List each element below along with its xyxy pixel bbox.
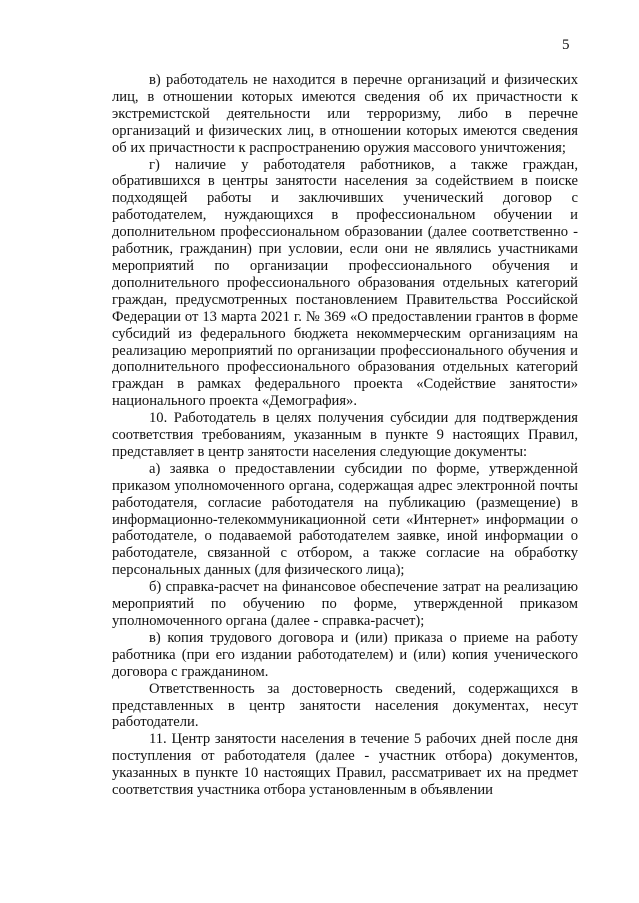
paragraph-responsibility: Ответственность за достоверность сведений, содержащихся в представленных в центр занятости населения документах, несут работодатели. — [112, 680, 578, 731]
paragraph-g-employees: г) наличие у работодателя работников, а также граждан, обратившихся в центры занятости населения за содействием в поиске подходящей работы и заключивших ученический договор с работодателем, нуждающихся в профессиональном обучении и дополнительном профессиональном образовании (далее соответственно - работник, гражданин) при условии, если они не являлись участниками мероприятий по организации профессионального обучения и дополнительного профессионального образования отдельных категорий граждан, предусмотренных постановлением Правительства Российской Федерации от 13 марта 2021 г. № 369 «О предоставлении грантов в форме субсидий из федерального бюджета некоммерческим организациям на реализацию мероприятий по организации профессионального обучения и дополнительного профессионального образования отдельных категорий граждан в рамках федерального проекта «Содействие занятости» национального проекта «Демография». — [112, 156, 578, 410]
paragraph-v-contract: в) копия трудового договора и (или) приказа о приеме на работу работника (при его издании работодателем) и (или) копия ученического договора с гражданином. — [112, 629, 578, 680]
paragraph-11-review: 11. Центр занятости населения в течение 5 рабочих дней после дня поступления от работодателя (далее - участник отбора) документов, указанных в пункте 10 настоящих Правил, рассматривает их на предмет соответствия участника отбора установленным в объявлении — [112, 731, 578, 799]
paragraph-v-extremism: в) работодатель не находится в перечне организаций и физических лиц, в отношении которых имеются сведения об их причастности к экстремистской деятельности или терроризму, либо в перечне организаций и физических лиц, в отношении которых имеются сведения об их причастности к распространению оружия массового уничтожения; — [112, 72, 578, 156]
paragraph-a-application: а) заявка о предоставлении субсидии по форме, утвержденной приказом уполномоченного органа, содержащая адрес электронной почты работодателя, согласие работодателя на публикацию (размещение) в информационно-телекоммуникационной сети «Интернет» информации о работодателе, о подаваемой работодателем заявке, иной информации о работодателе, связанной с отбором, а также согласие на обработку персональных данных (для физического лица); — [112, 460, 578, 579]
page-number: 5 — [562, 37, 570, 53]
document-body — [112, 72, 578, 799]
paragraph-b-calculation: б) справка-расчет на финансовое обеспечение затрат на реализацию мероприятий по обучению по форме, утвержденной приказом уполномоченного органа (далее - справка-расчет); — [112, 579, 578, 629]
paragraph-10-documents: 10. Работодатель в целях получения субсидии для подтверждения соответствия требованиям, указанным в пункте 9 настоящих Правил, представляет в центр занятости населения следующие документы: — [112, 410, 578, 460]
